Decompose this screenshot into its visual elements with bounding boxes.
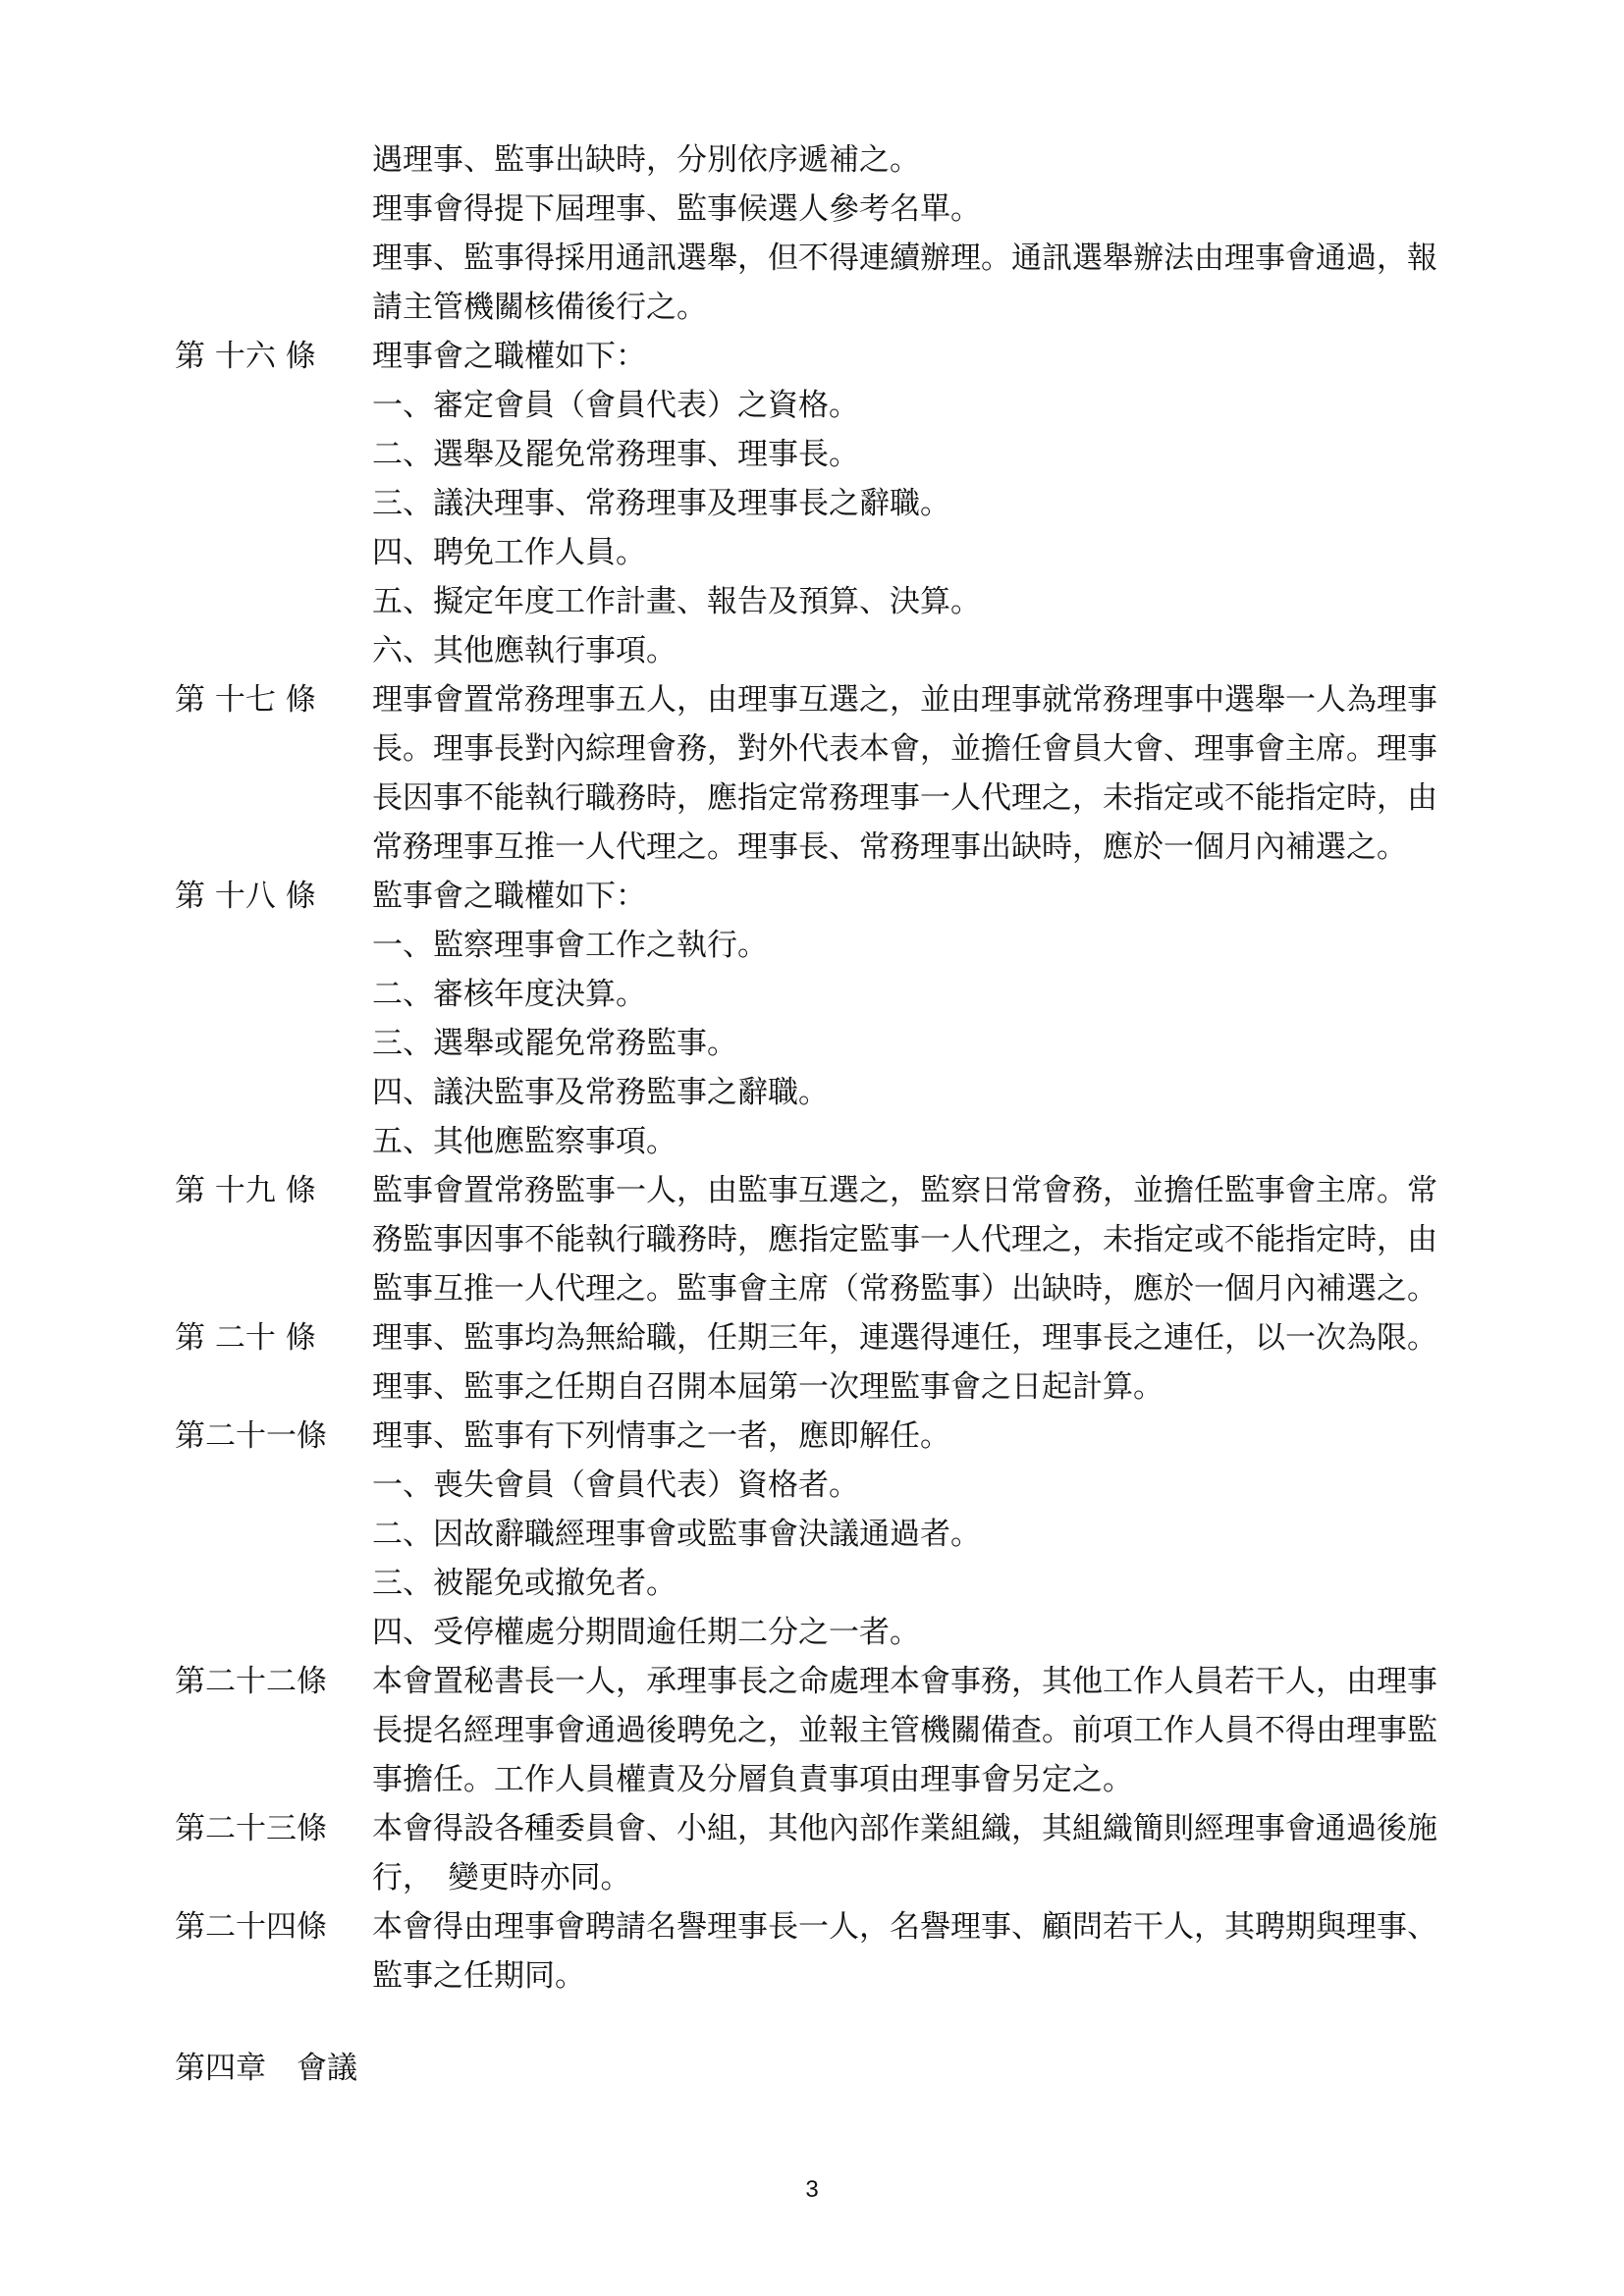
article-text xyxy=(372,1166,1522,1313)
text-line: 理事、監事之任期自召開本屆第一次理監事會之日起計算。 xyxy=(372,1369,1164,1405)
article-number: 第 十六 條 xyxy=(175,339,316,374)
article-text xyxy=(372,1657,1522,1804)
list-item: 五、其他應監察事項。 xyxy=(372,1124,677,1159)
article-24 xyxy=(175,1902,1522,2001)
text-line: 常務理事互推一人代理之。理事長、常務理事出缺時，應於一個月內補選之。 xyxy=(372,829,1407,865)
section-gap xyxy=(175,2001,1522,2044)
list-item: 四、受停權處分期間逾任期二分之一者。 xyxy=(372,1615,920,1650)
text-line: 理事、監事得採用通訊選舉，但不得連續辦理。通訊選舉辦法由理事會通過，報 xyxy=(372,240,1437,276)
list-item: 二、選舉及罷免常務理事、理事長。 xyxy=(372,437,859,472)
article-17 xyxy=(175,675,1522,872)
article-text xyxy=(372,872,1522,1166)
list-item: 一、監察理事會工作之執行。 xyxy=(372,928,768,963)
article-23 xyxy=(175,1804,1522,1902)
text-line: 監事會置常務監事一人，由監事互選之，監察日常會務，並擔任監事會主席。常 xyxy=(372,1173,1437,1208)
list-item: 一、審定會員（會員代表）之資格。 xyxy=(372,388,859,423)
article-22 xyxy=(175,1657,1522,1804)
text-line: 理事會得提下屆理事、監事候選人參考名單。 xyxy=(372,191,981,227)
article-number: 第 十九 條 xyxy=(175,1173,316,1208)
text-line: 長。理事長對內綜理會務，對外代表本會，並擔任會員大會、理事會主席。理事 xyxy=(372,731,1437,767)
text-line: 請主管機關核備後行之。 xyxy=(372,290,707,325)
text-line: 理事、監事有下列情事之一者，應即解任。 xyxy=(372,1418,950,1454)
article-16 xyxy=(175,332,1522,675)
text-line: 監事之任期同。 xyxy=(372,1958,585,1994)
text-line: 理事、監事均為無給職，任期三年，連選得連任，理事長之連任，以一次為限。 xyxy=(372,1320,1437,1356)
list-item: 五、擬定年度工作計畫、報告及預算、決算。 xyxy=(372,584,981,619)
document-body xyxy=(175,135,1522,2093)
article-text xyxy=(372,1412,1522,1657)
text-line: 理事會之職權如下： xyxy=(372,339,646,374)
text-line: 監事會之職權如下： xyxy=(372,879,646,914)
text-line: 長提名經理事會通過後聘免之，並報主管機關備查。前項工作人員不得由理事監 xyxy=(372,1713,1437,1748)
article-18 xyxy=(175,872,1522,1166)
chapter-heading: 第四章 會議 xyxy=(175,2051,357,2086)
page-number: 3 xyxy=(805,2176,819,2203)
article-text xyxy=(372,1902,1522,2001)
text-line: 理事會置常務理事五人，由理事互選之，並由理事就常務理事中選舉一人為理事 xyxy=(372,682,1437,718)
text-line: 本會得由理事會聘請名譽理事長一人，名譽理事、顧問若干人，其聘期與理事、 xyxy=(372,1909,1437,1945)
article-text xyxy=(372,675,1522,872)
article-number: 第 二十 條 xyxy=(175,1320,316,1356)
text-line: 遇理事、監事出缺時，分別依序遞補之。 xyxy=(372,142,920,178)
article-number: 第二十四條 xyxy=(175,1909,327,1945)
article-number: 第 十八 條 xyxy=(175,879,316,914)
list-item: 三、議決理事、常務理事及理事長之辭職。 xyxy=(372,486,950,521)
article-19 xyxy=(175,1166,1522,1313)
list-item: 二、因故辭職經理事會或監事會決議通過者。 xyxy=(372,1517,981,1552)
article-number: 第 十七 條 xyxy=(175,682,316,718)
list-item: 三、被罷免或撤免者。 xyxy=(372,1566,677,1601)
article-text xyxy=(372,1804,1522,1902)
article-number: 第二十三條 xyxy=(175,1811,327,1846)
text-line: 本會得設各種委員會、小組，其他內部作業組織，其組織簡則經理事會通過後施 xyxy=(372,1811,1437,1846)
list-item: 三、選舉或罷免常務監事。 xyxy=(372,1026,737,1061)
article-number: 第二十一條 xyxy=(175,1418,327,1454)
list-item: 六、其他應執行事項。 xyxy=(372,633,677,668)
article-text xyxy=(372,1313,1522,1412)
text-line: 長因事不能執行職務時，應指定常務理事一人代理之，未指定或不能指定時，由 xyxy=(372,780,1437,816)
list-item: 四、議決監事及常務監事之辭職。 xyxy=(372,1075,829,1110)
text-line: 監事互推一人代理之。監事會主席（常務監事）出缺時，應於一個月內補選之。 xyxy=(372,1271,1437,1307)
text-line: 務監事因事不能執行職務時，應指定監事一人代理之，未指定或不能指定時，由 xyxy=(372,1222,1437,1257)
article-20 xyxy=(175,1313,1522,1412)
list-item: 一、喪失會員（會員代表）資格者。 xyxy=(372,1468,859,1503)
article-text xyxy=(372,332,1522,675)
article-continuation xyxy=(175,135,1522,332)
list-item: 二、審核年度決算。 xyxy=(372,977,646,1012)
article-number: 第二十二條 xyxy=(175,1664,327,1699)
article-21 xyxy=(175,1412,1522,1657)
list-item: 四、聘免工作人員。 xyxy=(372,535,646,570)
text-line: 事擔任。工作人員權責及分層負責事項由理事會另定之。 xyxy=(372,1762,1133,1797)
text-line: 行， 變更時亦同。 xyxy=(372,1860,631,1896)
text-line: 本會置秘書長一人，承理事長之命處理本會事務，其他工作人員若干人，由理事 xyxy=(372,1664,1437,1699)
